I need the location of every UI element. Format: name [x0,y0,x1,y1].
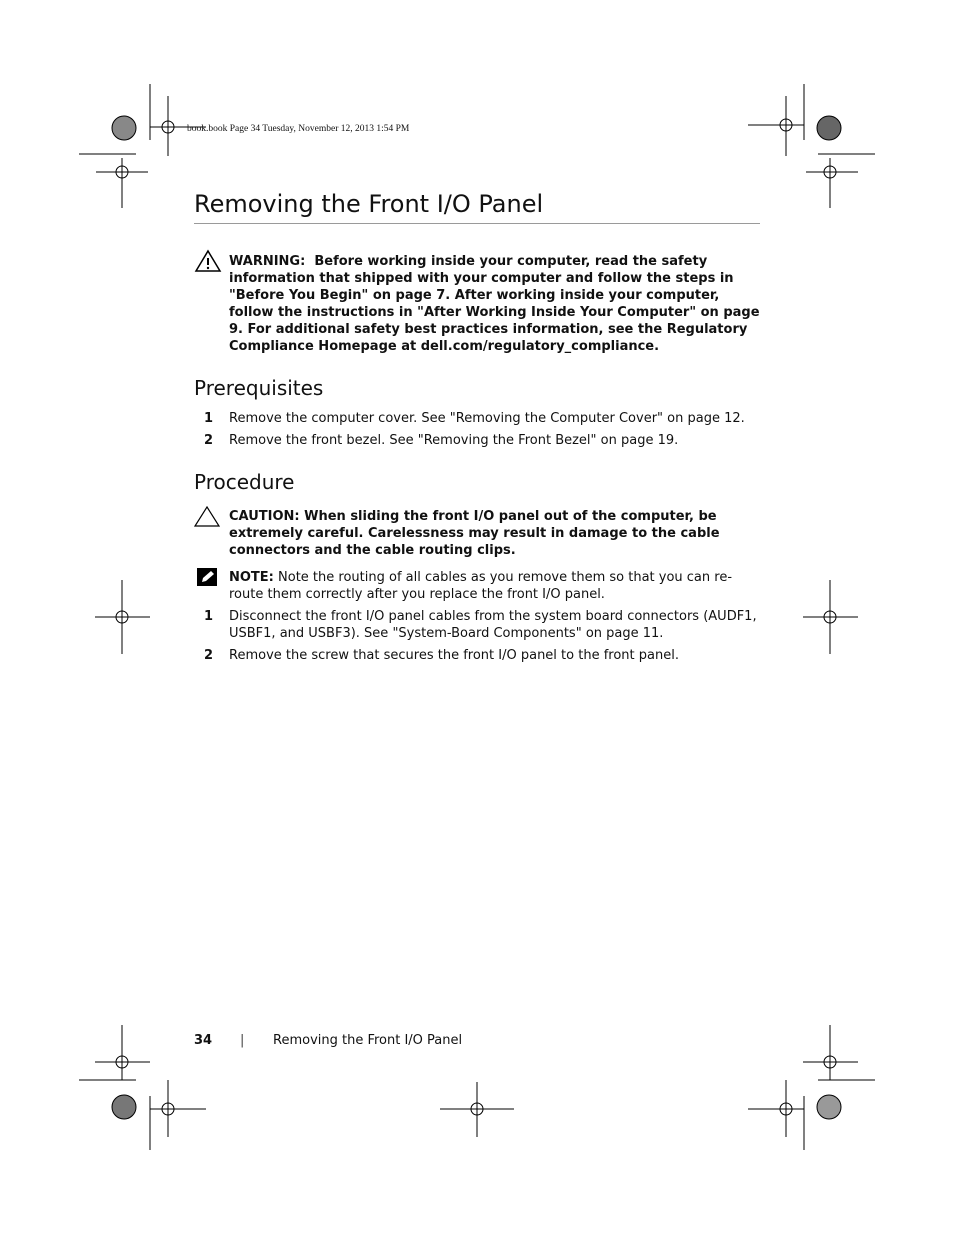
warning-triangle-icon [194,249,222,273]
note-label: NOTE: [229,570,274,585]
procedure-step-number: 1 [204,609,214,624]
prereq-step-text: Remove the front bezel. See "Removing the Front Bezel" on page 19. [229,433,679,448]
footer-section-title: Removing the Front I/O Panel [273,1033,463,1048]
prereq-step-number: 2 [204,433,214,448]
warning-notice [229,253,764,355]
note-pencil-icon [196,567,218,587]
procedure-step-text: Remove the screw that secures the front I/O panel to the front panel. [229,648,679,663]
prereq-step-text: Remove the computer cover. See "Removing the Computer Cover" on page 12. [229,411,745,426]
note-notice [229,569,764,603]
caution-notice [229,508,764,559]
caution-label: CAUTION: [229,509,300,524]
note-text: Note the routing of all cables as you remove them so that you can re-route them correctly after you replace the front I/O panel. [229,570,733,602]
prereq-step-number: 1 [204,411,214,426]
procedure-heading: Procedure [194,470,295,494]
prerequisites-heading: Prerequisites [194,376,324,400]
procedure-step-number: 2 [204,648,214,663]
print-header: book.book Page 34 Tuesday, November 12, 2013 1:54 PM [187,124,410,134]
warning-label: WARNING: [229,254,306,269]
page-number: 34 [194,1033,213,1048]
title-rule [194,223,760,224]
footer-separator: | [240,1033,245,1048]
warning-text: Before working inside your computer, read the safety information that shipped with your computer and follow the steps in "Before You Begin" on page 7. After working inside your computer, follow the instructions in "After Working Inside Your Computer" on page 9. For additional safety best practices information, see the Regulatory Compliance Homepage at dell.com/regulatory_compliance. [229,254,760,354]
procedure-step-text: Disconnect the front I/O panel cables from the system board connectors (AUDF1, USBF1, and USBF3). See "System-Board Components" on page 11. [229,609,757,641]
caution-text: When sliding the front I/O panel out of the computer, be extremely careful. Carelessness may result in damage to the cable connectors and the cable routing clips. [229,509,720,558]
caution-triangle-icon [194,505,222,529]
page-title: Removing the Front I/O Panel [194,190,544,218]
